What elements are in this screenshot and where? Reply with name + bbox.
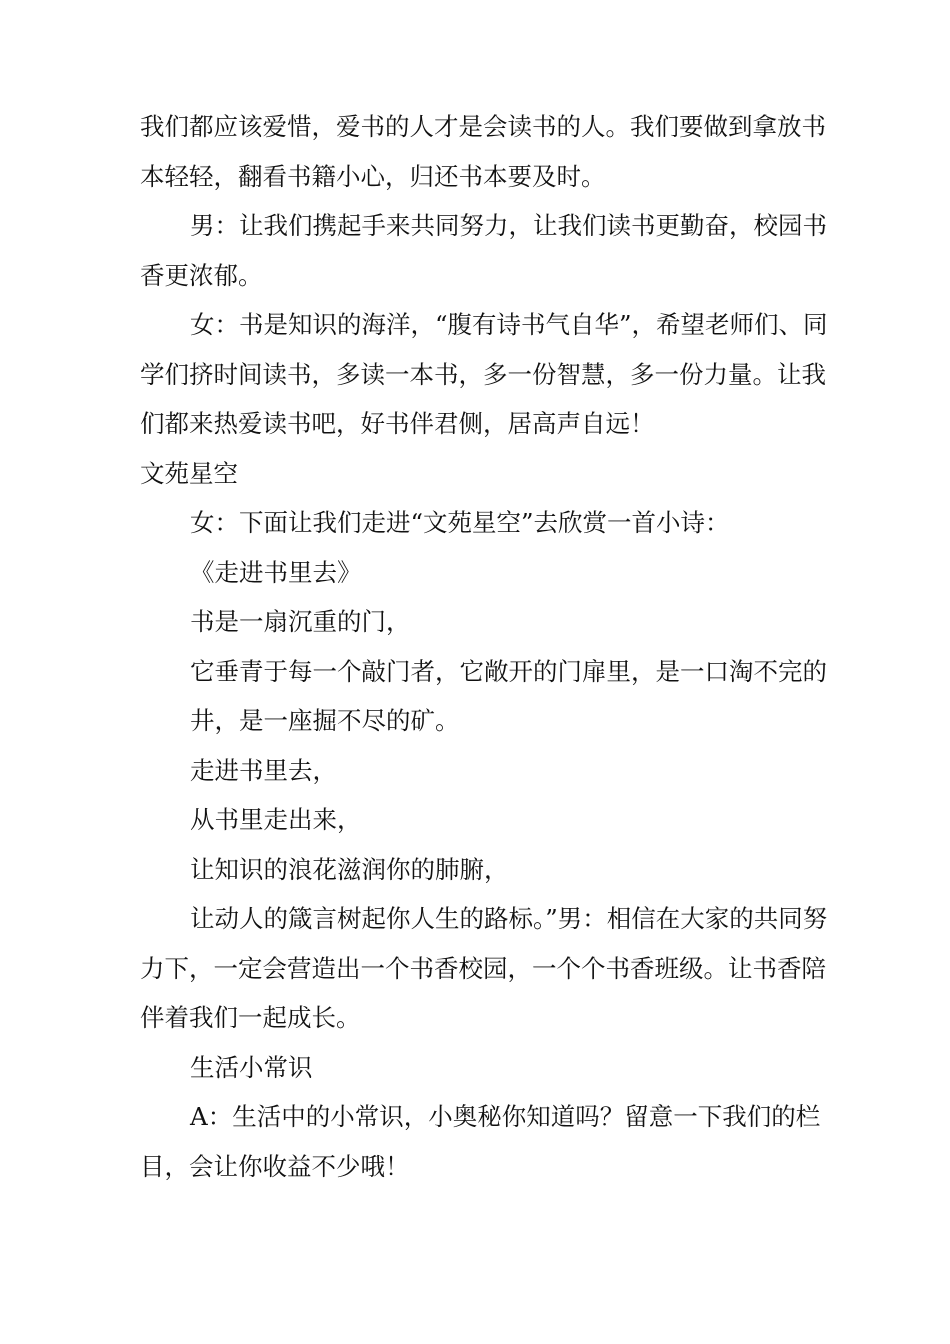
section-heading-life-tips: 生活小常识 [190, 1052, 313, 1082]
poem-line-3: 走进书里去， [190, 755, 337, 785]
paragraph-poem-end-male: 让动人的箴言树起你人生的路标。”男：相信在大家的共同努力下，一定会营造出一个书香校园，一个个书香班级。让书香陪伴着我们一起成长。 [140, 904, 828, 1032]
poem-line-4: 从书里走出来， [190, 805, 362, 834]
poem-line-5: 让知识的浪花滋润你的肺腑， [190, 854, 509, 884]
paragraph-intro-poem: 女：下面让我们走进“文苑星空”去欣赏一首小诗： [190, 508, 730, 537]
paragraph-female-speaker: 女：书是知识的海洋，“腹有诗书气自华”，希望老师们、同学们挤时间读书，多读一本书，多一份智慧，多一份力量。让我们都来热爱读书吧，好书伴君侧，居高声自远！ [140, 310, 828, 438]
paragraph-speaker-a: A：生活中的小常识，小奥秘你知道吗？留意一下我们的栏目，会让你收益不少哦！ [140, 1102, 821, 1181]
paragraph-male-speaker: 男：让我们携起手来共同努力，让我们读书更勤奋，校园书香更浓郁。 [140, 211, 827, 290]
section-heading-wenyuan: 文苑星空 [140, 458, 238, 488]
poem-line-2: 它垂青于每一个敲门者，它敞开的门扉里，是一口淘不完的井，是一座掘不尽的矿。 [190, 656, 827, 735]
paragraph-book-care: 我们都应该爱惜，爱书的人才是会读书的人。我们要做到拿放书本轻轻，翻看书籍小心，归还书本要及时。 [140, 112, 826, 191]
poem-line-1: 书是一扇沉重的门， [190, 607, 411, 636]
poem-title: 《走进书里去》 [190, 557, 362, 587]
document-body [140, 102, 840, 1191]
